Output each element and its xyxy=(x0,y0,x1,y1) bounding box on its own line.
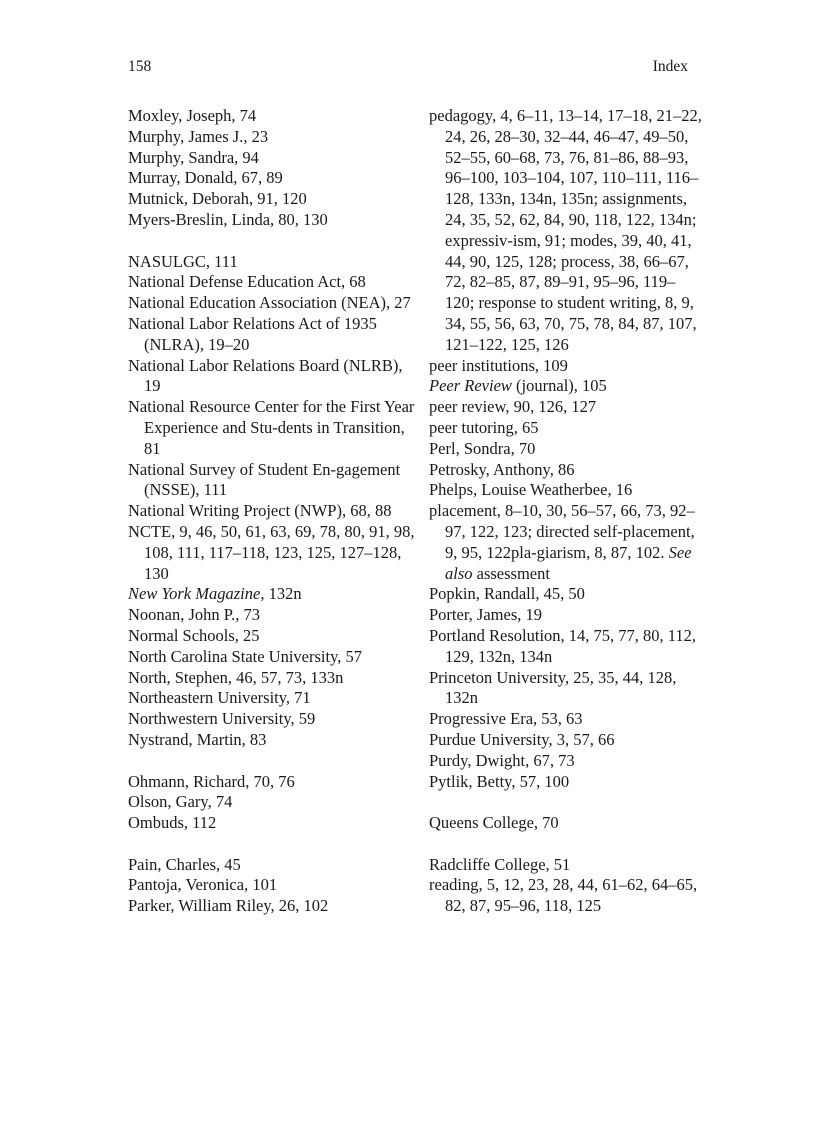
index-entry: National Resource Center for the First Year Experience and Stu-dents in Transition, 81 xyxy=(128,397,415,458)
index-entry: Northeastern University, 71 xyxy=(128,688,311,708)
index-entry: Petrosky, Anthony, 86 xyxy=(429,459,575,479)
index-entry: National Writing Project (NWP), 68, 88 xyxy=(128,501,392,521)
index-entry: reading, 5, 12, 23, 28, 44, 61–62, 64–65, 82, 87, 95–96, 118, 125 xyxy=(429,875,698,916)
index-entry: Normal Schools, 25 xyxy=(128,625,260,645)
index-entry: Perl, Sondra, 70 xyxy=(429,438,536,458)
running-header xyxy=(128,58,688,80)
index-entry: National Labor Relations Board (NLRB), 19 xyxy=(128,355,403,396)
index-entry: pedagogy, 4, 6–11, 13–14, 17–18, 21–22, 24, 26, 28–30, 32–44, 46–47, 49–50, 52–55, 60–68, 73, 76, 81–86, 88–93, 96–100, 103–104, 107, 110–111, 116–128, 133n, 134n, 135n; assignments, 24, 35, 52, 62, 84, 90, 118, 122, 134n; expressiv-ism, 91; modes, 39, 40, 41, 44, 90, 125, 128; process, 38, 66–67, 72, 82–85, 87, 89–91, 95–96, 119–120; response to student writing, 8, 9, 34, 55, 56, 63, 70, 75, 78, 84, 87, 107, 121–122, 125, 126 xyxy=(429,106,702,354)
index-entry: Porter, James, 19 xyxy=(429,605,542,625)
index-column-left xyxy=(128,106,418,917)
index-entry: Moxley, Joseph, 74 xyxy=(128,106,257,125)
index-entry: Portland Resolution, 14, 75, 77, 80, 112, 129, 132n, 134n xyxy=(429,625,697,666)
index-entry: NCTE, 9, 46, 50, 61, 63, 69, 78, 80, 91, 98, 108, 111, 117–118, 123, 125, 127–128, 130 xyxy=(128,521,415,583)
index-entry: New York Magazine, 132n xyxy=(128,584,302,604)
index-entry: Noonan, John P., 73 xyxy=(128,605,261,625)
index-entry: placement, 8–10, 30, 56–57, 66, 73, 92–97, 122, 123; directed self-placement, 9, 95, 122pla-giarism, 8, 87, 102. See also assessment xyxy=(429,501,695,583)
index-entry: Purdy, Dwight, 67, 73 xyxy=(429,750,575,770)
index-entry: National Education Association (NEA), 27 xyxy=(128,293,411,313)
index-entry: Peer Review (journal), 105 xyxy=(429,376,607,396)
index-entry: Queens College, 70 xyxy=(429,813,559,833)
index-entry: Murray, Donald, 67, 89 xyxy=(128,168,283,188)
index-entry: Pantoja, Veronica, 101 xyxy=(128,875,278,895)
index-entry: National Labor Relations Act of 1935 (NLRA), 19–20 xyxy=(128,313,377,354)
index-entry: Purdue University, 3, 57, 66 xyxy=(429,729,615,749)
index-entry: Popkin, Randall, 45, 50 xyxy=(429,584,585,604)
index-entry: Myers-Breslin, Linda, 80, 130 xyxy=(128,209,328,229)
page-number: 158 xyxy=(128,58,152,75)
index-entry: NASULGC, 111 xyxy=(128,251,238,271)
index-entry: Princeton University, 25, 35, 44, 128, 132n xyxy=(429,667,677,708)
index-entry: Nystrand, Martin, 83 xyxy=(128,729,267,749)
index-entry: Radcliffe College, 51 xyxy=(429,854,571,874)
index-entry: Ombuds, 112 xyxy=(128,813,217,833)
index-entry: Northwestern University, 59 xyxy=(128,709,316,729)
index-entry: North, Stephen, 46, 57, 73, 133n xyxy=(128,667,344,687)
index-entry: Murphy, Sandra, 94 xyxy=(128,147,259,167)
index-entry: Phelps, Louise Weatherbee, 16 xyxy=(429,480,633,500)
index-entry: peer review, 90, 126, 127 xyxy=(429,397,597,417)
index-entry: Mutnick, Deborah, 91, 120 xyxy=(128,189,307,209)
index-entry: North Carolina State University, 57 xyxy=(128,646,363,666)
running-title: Index xyxy=(652,58,688,75)
index-column-right xyxy=(429,106,704,917)
index-entry: Ohmann, Richard, 70, 76 xyxy=(128,771,295,791)
index-entry: Olson, Gary, 74 xyxy=(128,792,233,812)
index-entry: Pain, Charles, 45 xyxy=(128,854,241,874)
index-entry: Pytlik, Betty, 57, 100 xyxy=(429,771,570,791)
index-entry: peer tutoring, 65 xyxy=(429,417,539,437)
index-entry: Murphy, James J., 23 xyxy=(128,126,269,146)
index-entry: National Survey of Student En-gagement (NSSE), 111 xyxy=(128,459,401,500)
index-entry: Progressive Era, 53, 63 xyxy=(429,709,583,729)
index-entry: National Defense Education Act, 68 xyxy=(128,272,366,292)
index-entry: Parker, William Riley, 26, 102 xyxy=(128,896,329,916)
index-entry: peer institutions, 109 xyxy=(429,355,568,375)
